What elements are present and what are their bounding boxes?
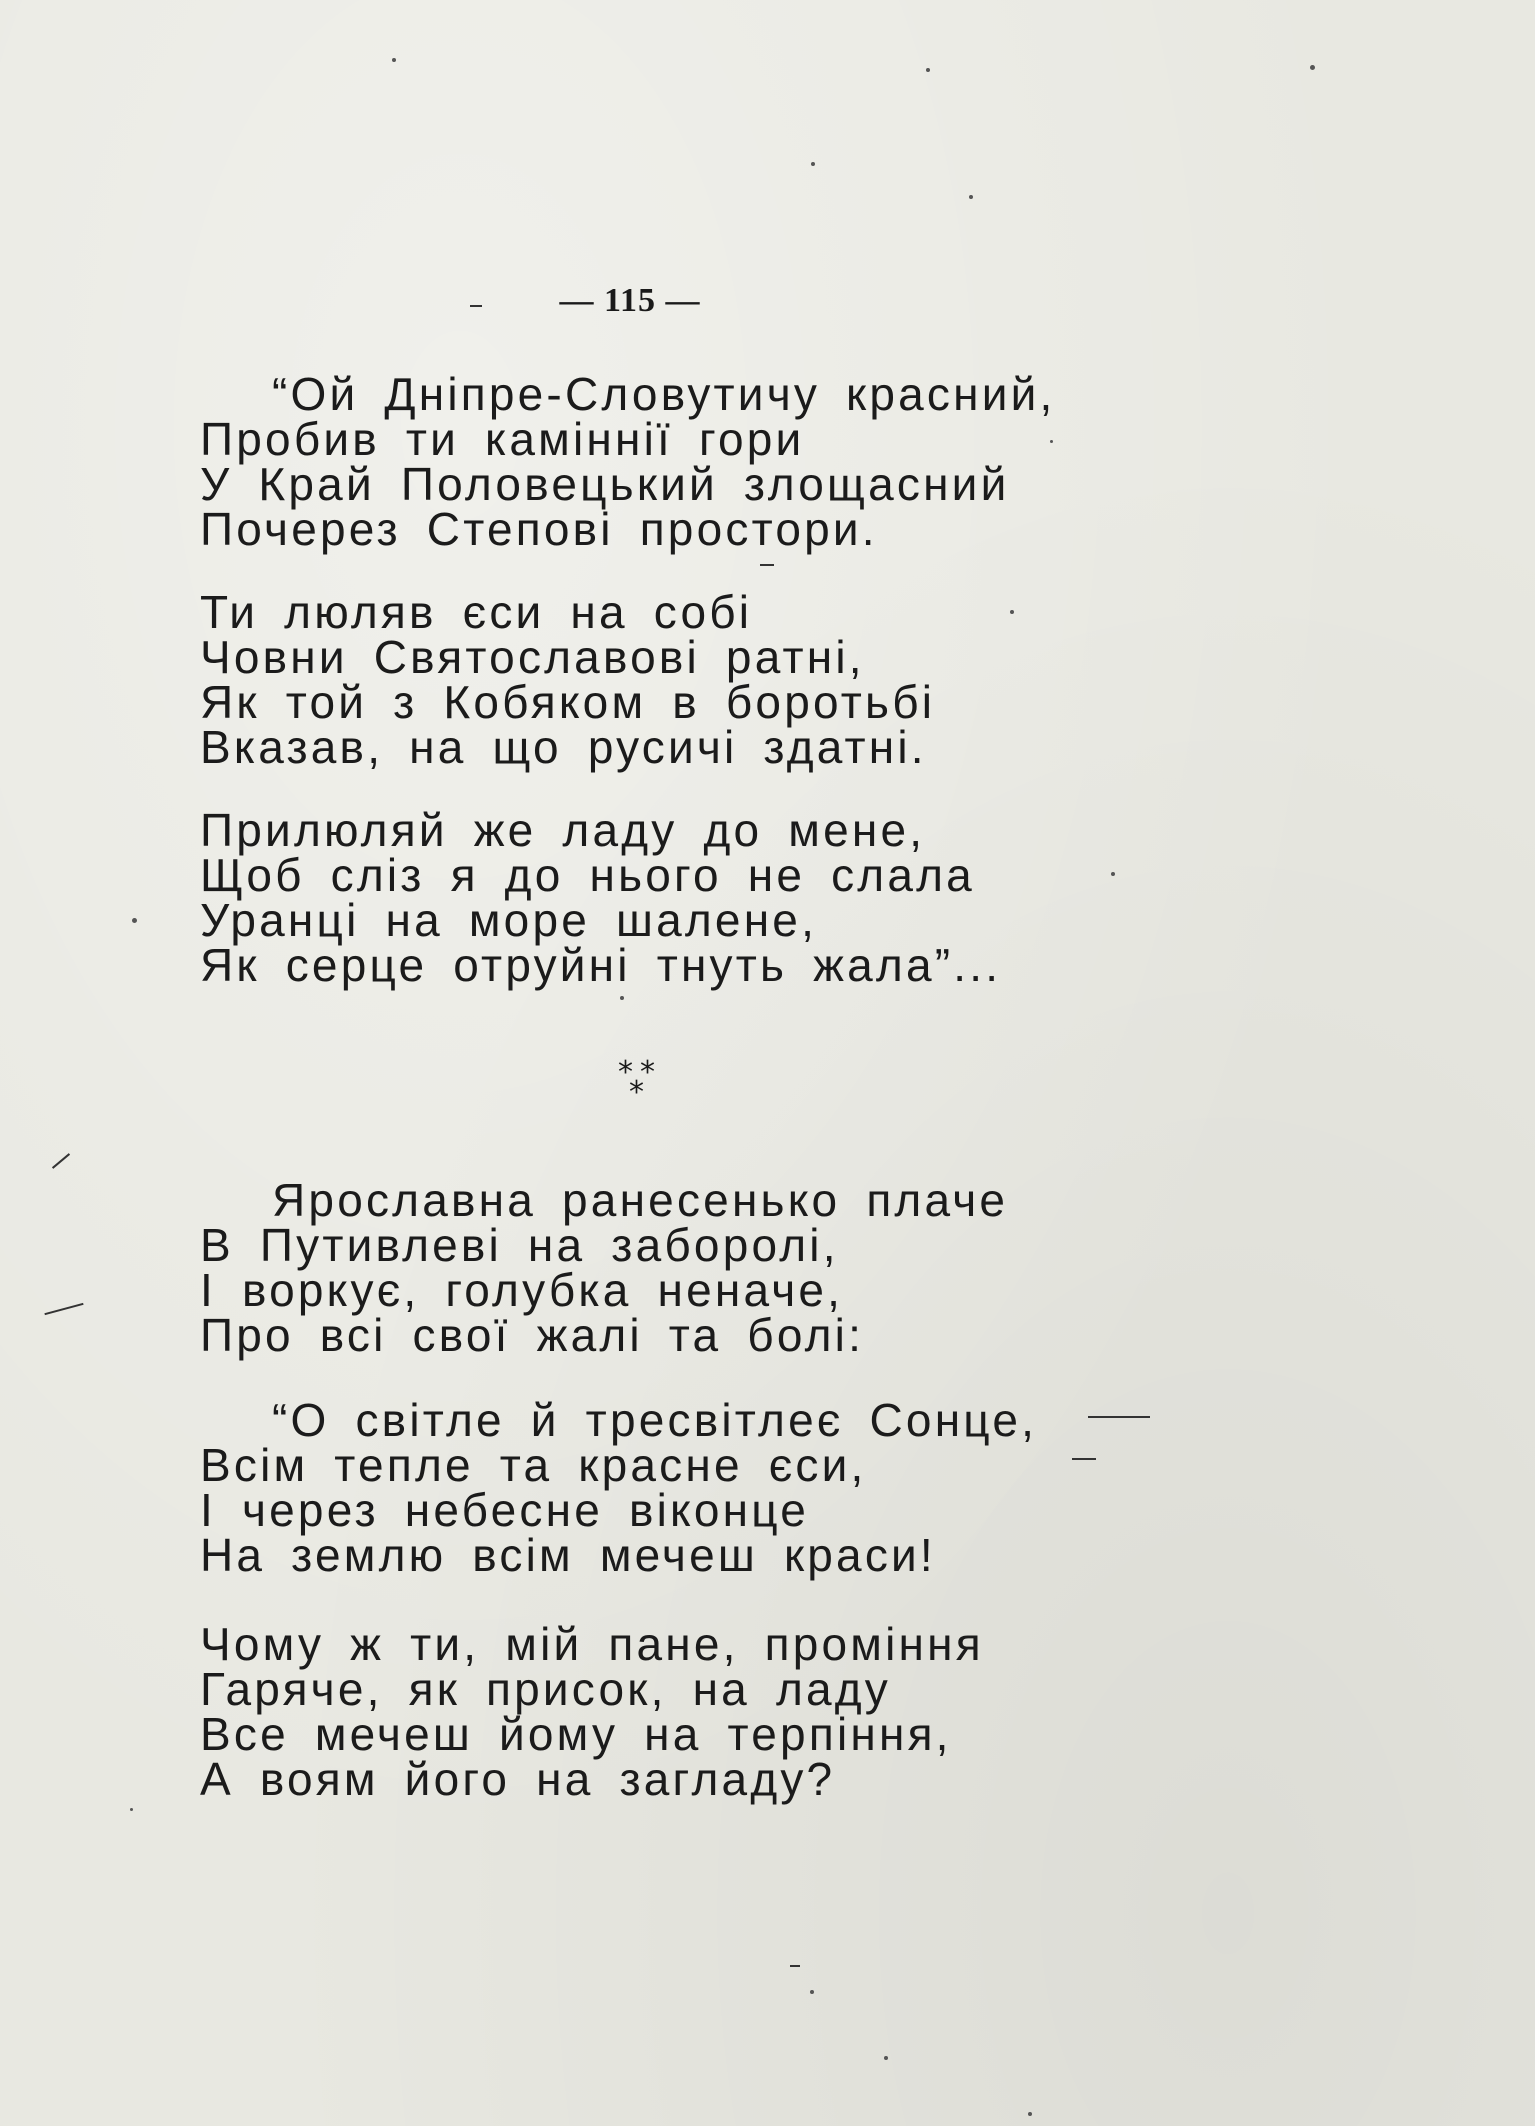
stanza-3 — [200, 804, 1002, 991]
verse-line: А воям його на загладу? — [200, 1753, 836, 1805]
verse-line: Пробив ти каміннії гори — [200, 413, 805, 465]
scan-speck — [926, 68, 930, 72]
stanza-2 — [200, 586, 936, 773]
scan-stray-mark — [470, 305, 482, 307]
verse-line: Все мечеш йому на терпіння, — [200, 1708, 952, 1760]
scan-speck — [620, 996, 624, 1000]
verse-line: Щоб сліз я до нього не слала — [200, 849, 975, 901]
verse-line: І через небесне віконце — [200, 1484, 810, 1536]
verse-line: У Край Половецький злощасний — [200, 458, 1010, 510]
verse-line: Вказав, на що русичі здатні. — [200, 721, 927, 773]
asterism-divider — [610, 1055, 670, 1128]
verse-line: Почерез Степові простори. — [200, 503, 878, 555]
verse-line: Уранці на море шалене, — [200, 894, 818, 946]
scan-stray-mark — [52, 1153, 70, 1169]
scan-speck — [130, 1808, 133, 1811]
verse-line: Човни Святославові ратні, — [200, 631, 865, 683]
verse-line: Про всі свої жалі та болі: — [200, 1309, 865, 1361]
verse-line: Як серце отруйні тнуть жала”... — [200, 939, 1002, 991]
stanza-6 — [200, 1618, 984, 1805]
stanza-4 — [200, 1174, 1009, 1361]
scan-speck — [132, 918, 137, 923]
scan-stray-mark — [1088, 1416, 1150, 1418]
verse-line: “О світле й тресвітлеє Сонце, — [272, 1394, 1038, 1446]
page-number: — 115 — — [559, 282, 701, 319]
scan-speck — [969, 195, 973, 199]
stanza-5 — [200, 1394, 1038, 1581]
scan-speck — [1111, 872, 1115, 876]
verse-line: Всім тепле та красне єси, — [200, 1439, 867, 1491]
scan-speck — [1310, 65, 1315, 70]
scan-speck — [392, 58, 396, 62]
scan-speck — [1050, 440, 1053, 443]
verse-line: Ярославна ранесенько плаче — [272, 1174, 1009, 1226]
scan-speck — [1010, 610, 1014, 614]
scan-speck — [811, 162, 815, 166]
scan-stray-mark — [44, 1303, 83, 1315]
stanza-1 — [200, 368, 1056, 555]
scan-stray-mark — [760, 564, 774, 566]
scan-speck — [884, 2056, 888, 2060]
verse-line: На землю всім мечеш краси! — [200, 1529, 936, 1581]
verse-line: Чому ж ти, мій пане, проміння — [200, 1618, 984, 1670]
scan-speck — [810, 1990, 814, 1994]
asterism-star: * — [640, 1055, 655, 1090]
verse-line: Як той з Кобяком в боротьбі — [200, 676, 936, 728]
scan-stray-mark — [790, 1965, 800, 1967]
verse-line: Прилюляй же ладу до мене, — [200, 804, 926, 856]
verse-line: І воркує, голубка неначе, — [200, 1264, 844, 1316]
verse-line: В Путивлеві на заборолі, — [200, 1219, 839, 1271]
verse-line: Ти люляв єси на собі — [200, 586, 753, 638]
scan-stray-mark — [1072, 1458, 1096, 1460]
scan-speck — [1028, 2112, 1032, 2116]
verse-line: Гаряче, як присок, на ладу — [200, 1663, 892, 1715]
verse-line: “Ой Дніпре-Словутичу красний, — [272, 368, 1056, 420]
asterism-star: * — [629, 1075, 644, 1110]
asterism-star: * — [618, 1055, 633, 1090]
